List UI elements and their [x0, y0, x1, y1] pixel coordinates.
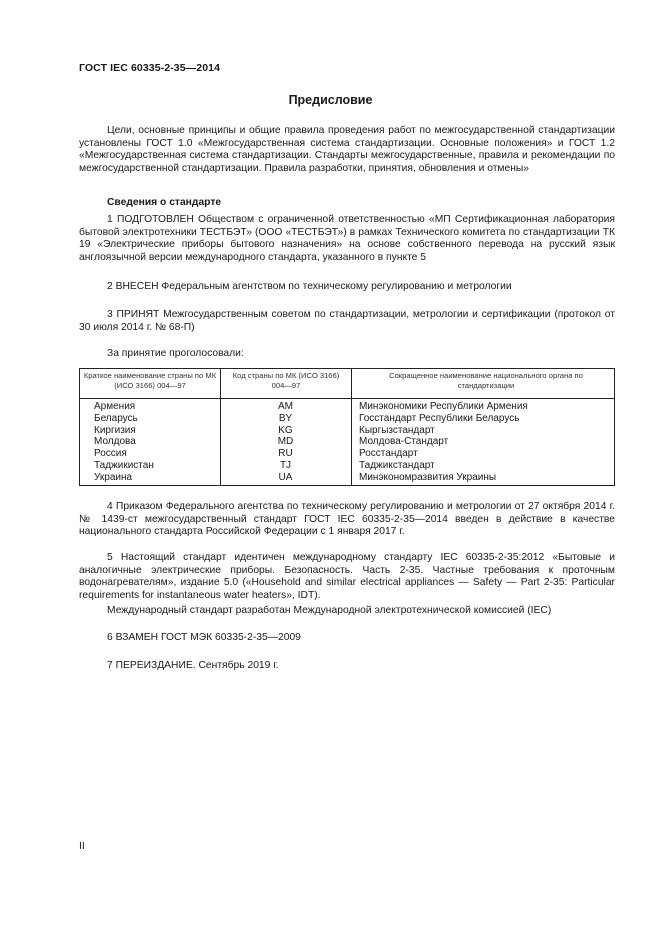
- table-cell: UA: [278, 471, 293, 483]
- table-cell: BY: [278, 412, 293, 424]
- table-column-divider: [351, 368, 352, 486]
- document-id-header: ГОСТ IEC 60335-2-35—2014: [79, 62, 221, 74]
- table-cell: Минэкономразвития Украины: [359, 471, 497, 483]
- table-header-divider: [79, 398, 615, 399]
- table-cell: Таджикстандарт: [359, 459, 435, 471]
- table-cell: RU: [278, 448, 293, 460]
- table-cell: Таджикистан: [94, 459, 154, 471]
- table-cell: Госстандарт Республики Беларусь: [359, 412, 520, 424]
- table-cell: Украина: [94, 471, 133, 483]
- table-cell: Армения: [94, 401, 136, 412]
- section-heading: Сведения о стандарте: [107, 197, 222, 208]
- table-cell: Минэкономики Республики Армения: [359, 401, 528, 412]
- item-4-paragraph: 4 Приказом Федерального агентства по техническому регулированию и метрологии от 27 октября 2014 г. № 1439-ст межгосударственный стандарт ГОСТ IEC 60335-2-35—2014 введен в действие в качестве национального стандарта Российской Федерации с 1 января 2017 г.: [79, 501, 615, 538]
- table-cell: Россия: [94, 448, 127, 460]
- item-2-paragraph: 2 ВНЕСЕН Федеральным агентством по техническому регулированию и метрологии: [107, 281, 512, 292]
- table-header-code: Код страны по МК (ИСО 3166) 004—97: [232, 371, 340, 390]
- item-5-paragraph: 5 Настоящий стандарт идентичен международному стандарту IEC 60335-2-35:2012 «Бытовые и аналогичные электрические приборы. Безопасность. Часть 2-35. Частные требования к проточным водонагревателям», издание 5.0 («Household and similar electrical appliances — Safety — Part 2-35: Particular requirements for instantaneous water heaters», IDT).: [79, 552, 615, 601]
- table-cell: Кыргызстандарт: [359, 424, 435, 436]
- item-3-paragraph: 3 ПРИНЯТ Межгосударственным советом по стандартизации, метрологии и сертификации (протокол от 30 июля 2014 г. № 68-П): [79, 309, 615, 333]
- table-column-country: [94, 401, 154, 484]
- table-cell: MD: [277, 436, 294, 448]
- item-7-paragraph: 7 ПЕРЕИЗДАНИЕ. Сентябрь 2019 г.: [107, 660, 279, 671]
- table-cell: Беларусь: [94, 412, 138, 424]
- table-header-agency: Сокращенное наименование национального органа по стандартизации: [389, 371, 583, 390]
- table-column-code: [220, 401, 351, 484]
- table-header-country: Краткое наименование страны по МК (ИСО 3166) 004—97: [83, 371, 217, 390]
- table-cell: AM: [278, 401, 293, 412]
- page-title: Предисловие: [288, 93, 373, 107]
- voted-label: За принятие проголосовали:: [107, 348, 244, 359]
- table-cell: TJ: [279, 459, 292, 471]
- voting-table: [79, 368, 615, 486]
- page-number: II: [79, 840, 85, 852]
- table-cell: Молдова: [94, 436, 136, 448]
- table-cell: Росстандарт: [359, 448, 418, 460]
- item-1-paragraph: 1 ПОДГОТОВЛЕН Обществом с ограниченной ответственностью «МП Сертификационная лаборатория бытовой электротехники ТЕСТБЭТ» (ООО «ТЕСТБЭТ») в рамках Технического комитета по стандартизации ТК 19 «Электрические приборы бытового назначения» на основе собственного перевода на русский язык англоязычной версии международного стандарта, указанного в пункте 5: [79, 214, 615, 263]
- table-column-agency: [359, 401, 528, 484]
- table-cell: Киргизия: [94, 424, 136, 436]
- table-cell: Молдова-Стандарт: [359, 436, 449, 448]
- intro-paragraph: Цели, основные принципы и общие правила проведения работ по межгосударственной стандартизации установлены ГОСТ 1.0 «Межгосударственная система стандартизации. Основные положения» и ГОСТ 1.2 «Межгосударственная система стандартизации. Стандарты межгосударственные, правила и рекомендации по межгосударственной стандартизации. Правила разработки, принятия, обновления и отмены»: [79, 125, 615, 174]
- item-5-note: Международный стандарт разработан Международной электротехнической комиссией (IEC): [107, 605, 552, 616]
- table-cell: KG: [278, 424, 293, 436]
- item-6-paragraph: 6 ВЗАМЕН ГОСТ МЭК 60335-2-35—2009: [107, 632, 301, 643]
